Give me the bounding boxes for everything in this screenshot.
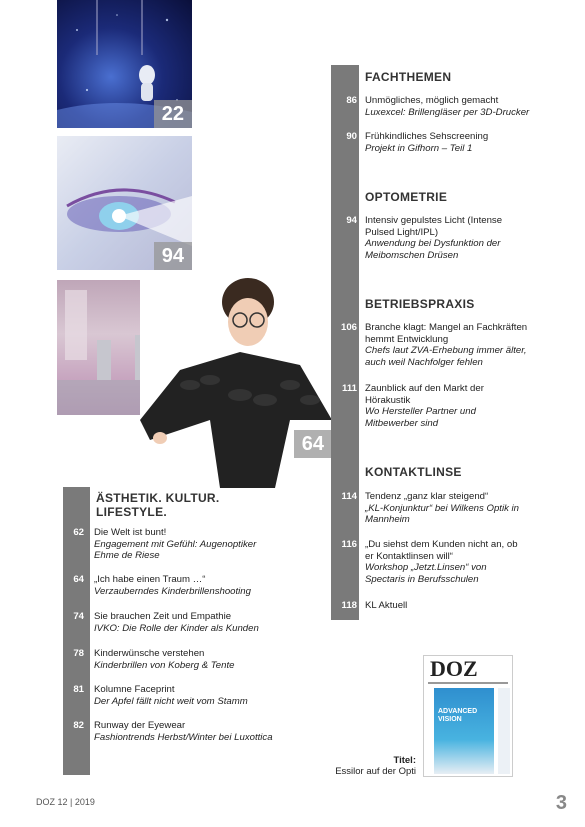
entry-title: Die Welt ist bunt! [94,527,167,538]
entry-title: Branche klagt: Mangel an Fachkräften hemmt Entwicklung [365,322,528,345]
entry-subtitle: Verzauberndes Kinderbrillenshooting [94,585,251,597]
photo-number: 94 [154,242,192,270]
entry-subtitle: IVKO: Die Rolle der Kinder als Kunden [94,622,259,634]
photo-number: 22 [154,100,192,128]
page-number: 86 [346,95,357,106]
cover-label: Titel: [393,755,416,766]
toc-entry[interactable] [66,574,306,597]
entry-title: Zaunblick auf den Markt der Hörakustik [365,383,484,406]
page-number: 90 [346,131,357,142]
entry-subtitle: Anwendung bei Dysfunktion der Meibomschen Drüsen [365,238,501,261]
magazine-cover[interactable] [423,655,513,777]
entry-subtitle: Der Apfel fällt nicht weit vom Stamm [94,695,248,707]
toc-entry[interactable] [66,648,306,671]
footer-issue: DOZ 12 | 2019 [36,797,95,807]
page-number: 64 [73,574,84,585]
page-number-footer: 3 [555,792,567,814]
page-number: 78 [73,648,84,659]
page-number: 111 [342,383,357,394]
entry-title: Intensiv gepulstes Licht (Intense Pulsed Light/IPL) [365,215,503,238]
entry-title: Sie brauchen Zeit und Empathie [94,611,232,622]
toc-entry[interactable] [335,215,510,261]
entry-subtitle: Engagement mit Gefühl: Augenoptiker Ehme de Riese [94,538,257,561]
section-title-fachthemen: FACHTHEMEN [365,70,452,84]
cover-image [434,688,494,774]
entry-title: Unmögliches, möglich gemacht [365,95,499,106]
entry-subtitle: Kinderbrillen von Koberg & Tente [94,659,235,671]
section-title-kontaktlinse: KONTAKTLINSE [365,465,462,479]
toc-entry[interactable] [335,491,535,526]
cover-caption-text: Essilor auf der Opti [335,766,416,777]
entry-title: KL Aktuell [365,600,408,611]
toc-entry[interactable] [66,527,306,562]
page-number: 114 [341,491,357,502]
photo-number: 64 [294,430,332,458]
section-title-aesthetik: ÄSTHETIK. KULTUR. LIFESTYLE. [96,491,220,519]
toc-entry[interactable] [66,611,306,634]
toc-entry[interactable] [335,539,520,585]
toc-entry[interactable] [66,720,306,743]
page-number: 106 [340,322,357,333]
toc-entry[interactable] [335,131,575,154]
entry-subtitle: Chefs laut ZVA-Erhebung immer älter, auch weil Nachfolger fehlen [365,345,527,368]
toc-entry[interactable] [335,322,535,368]
page-number: 118 [341,600,357,611]
entry-subtitle: Fashiontrends Herbst/Winter bei Luxottica [94,731,273,743]
page-number: 116 [341,539,357,550]
entry-title: „Ich habe einen Traum …“ [94,574,206,585]
cover-caption [330,755,416,777]
section-title-betriebspraxis: BETRIEBSPRAXIS [365,297,475,311]
entry-subtitle: Projekt in Gifhorn – Teil 1 [365,142,473,154]
page-number: 81 [73,684,84,695]
entry-title: Tendenz „ganz klar steigend“ [365,491,489,502]
toc-entry[interactable] [335,383,510,429]
page-number: 82 [73,720,84,731]
page-number: 74 [73,611,84,622]
photo-94 [57,136,192,270]
toc-entry[interactable] [335,600,535,612]
entry-subtitle: Wo Hersteller Partner und Mitbewerber sind [365,406,476,429]
entry-title: „Du siehst dem Kunden nicht an, ob er Kontaktlinsen will“ [365,539,518,562]
photo-64 [140,270,332,488]
entry-title: Runway der Eyewear [94,720,186,731]
section-title-optometrie: OPTOMETRIE [365,190,448,204]
photo-22 [57,0,192,128]
entry-title: Frühkindliches Sehscreening [365,131,489,142]
cover-side-strip [498,688,510,774]
cover-headline: ADVANCED VISION [438,708,478,723]
entry-subtitle: Workshop „Jetzt.Linsen“ von Spectaris in Berufsschulen [365,562,487,585]
cover-logo: DOZ [430,656,478,681]
toc-entry[interactable] [66,684,306,707]
entry-title: Kolumne Faceprint [94,684,175,695]
entry-subtitle: Luxexcel: Brillengläser per 3D-Drucker [365,106,530,118]
entry-title: Kinderwünsche verstehen [94,648,205,659]
entry-subtitle: „KL-Konjunktur“ bei Wilkens Optik in Mannheim [365,502,520,525]
page-number: 94 [346,215,357,226]
page-number: 62 [73,527,84,538]
toc-entry[interactable] [335,95,575,118]
